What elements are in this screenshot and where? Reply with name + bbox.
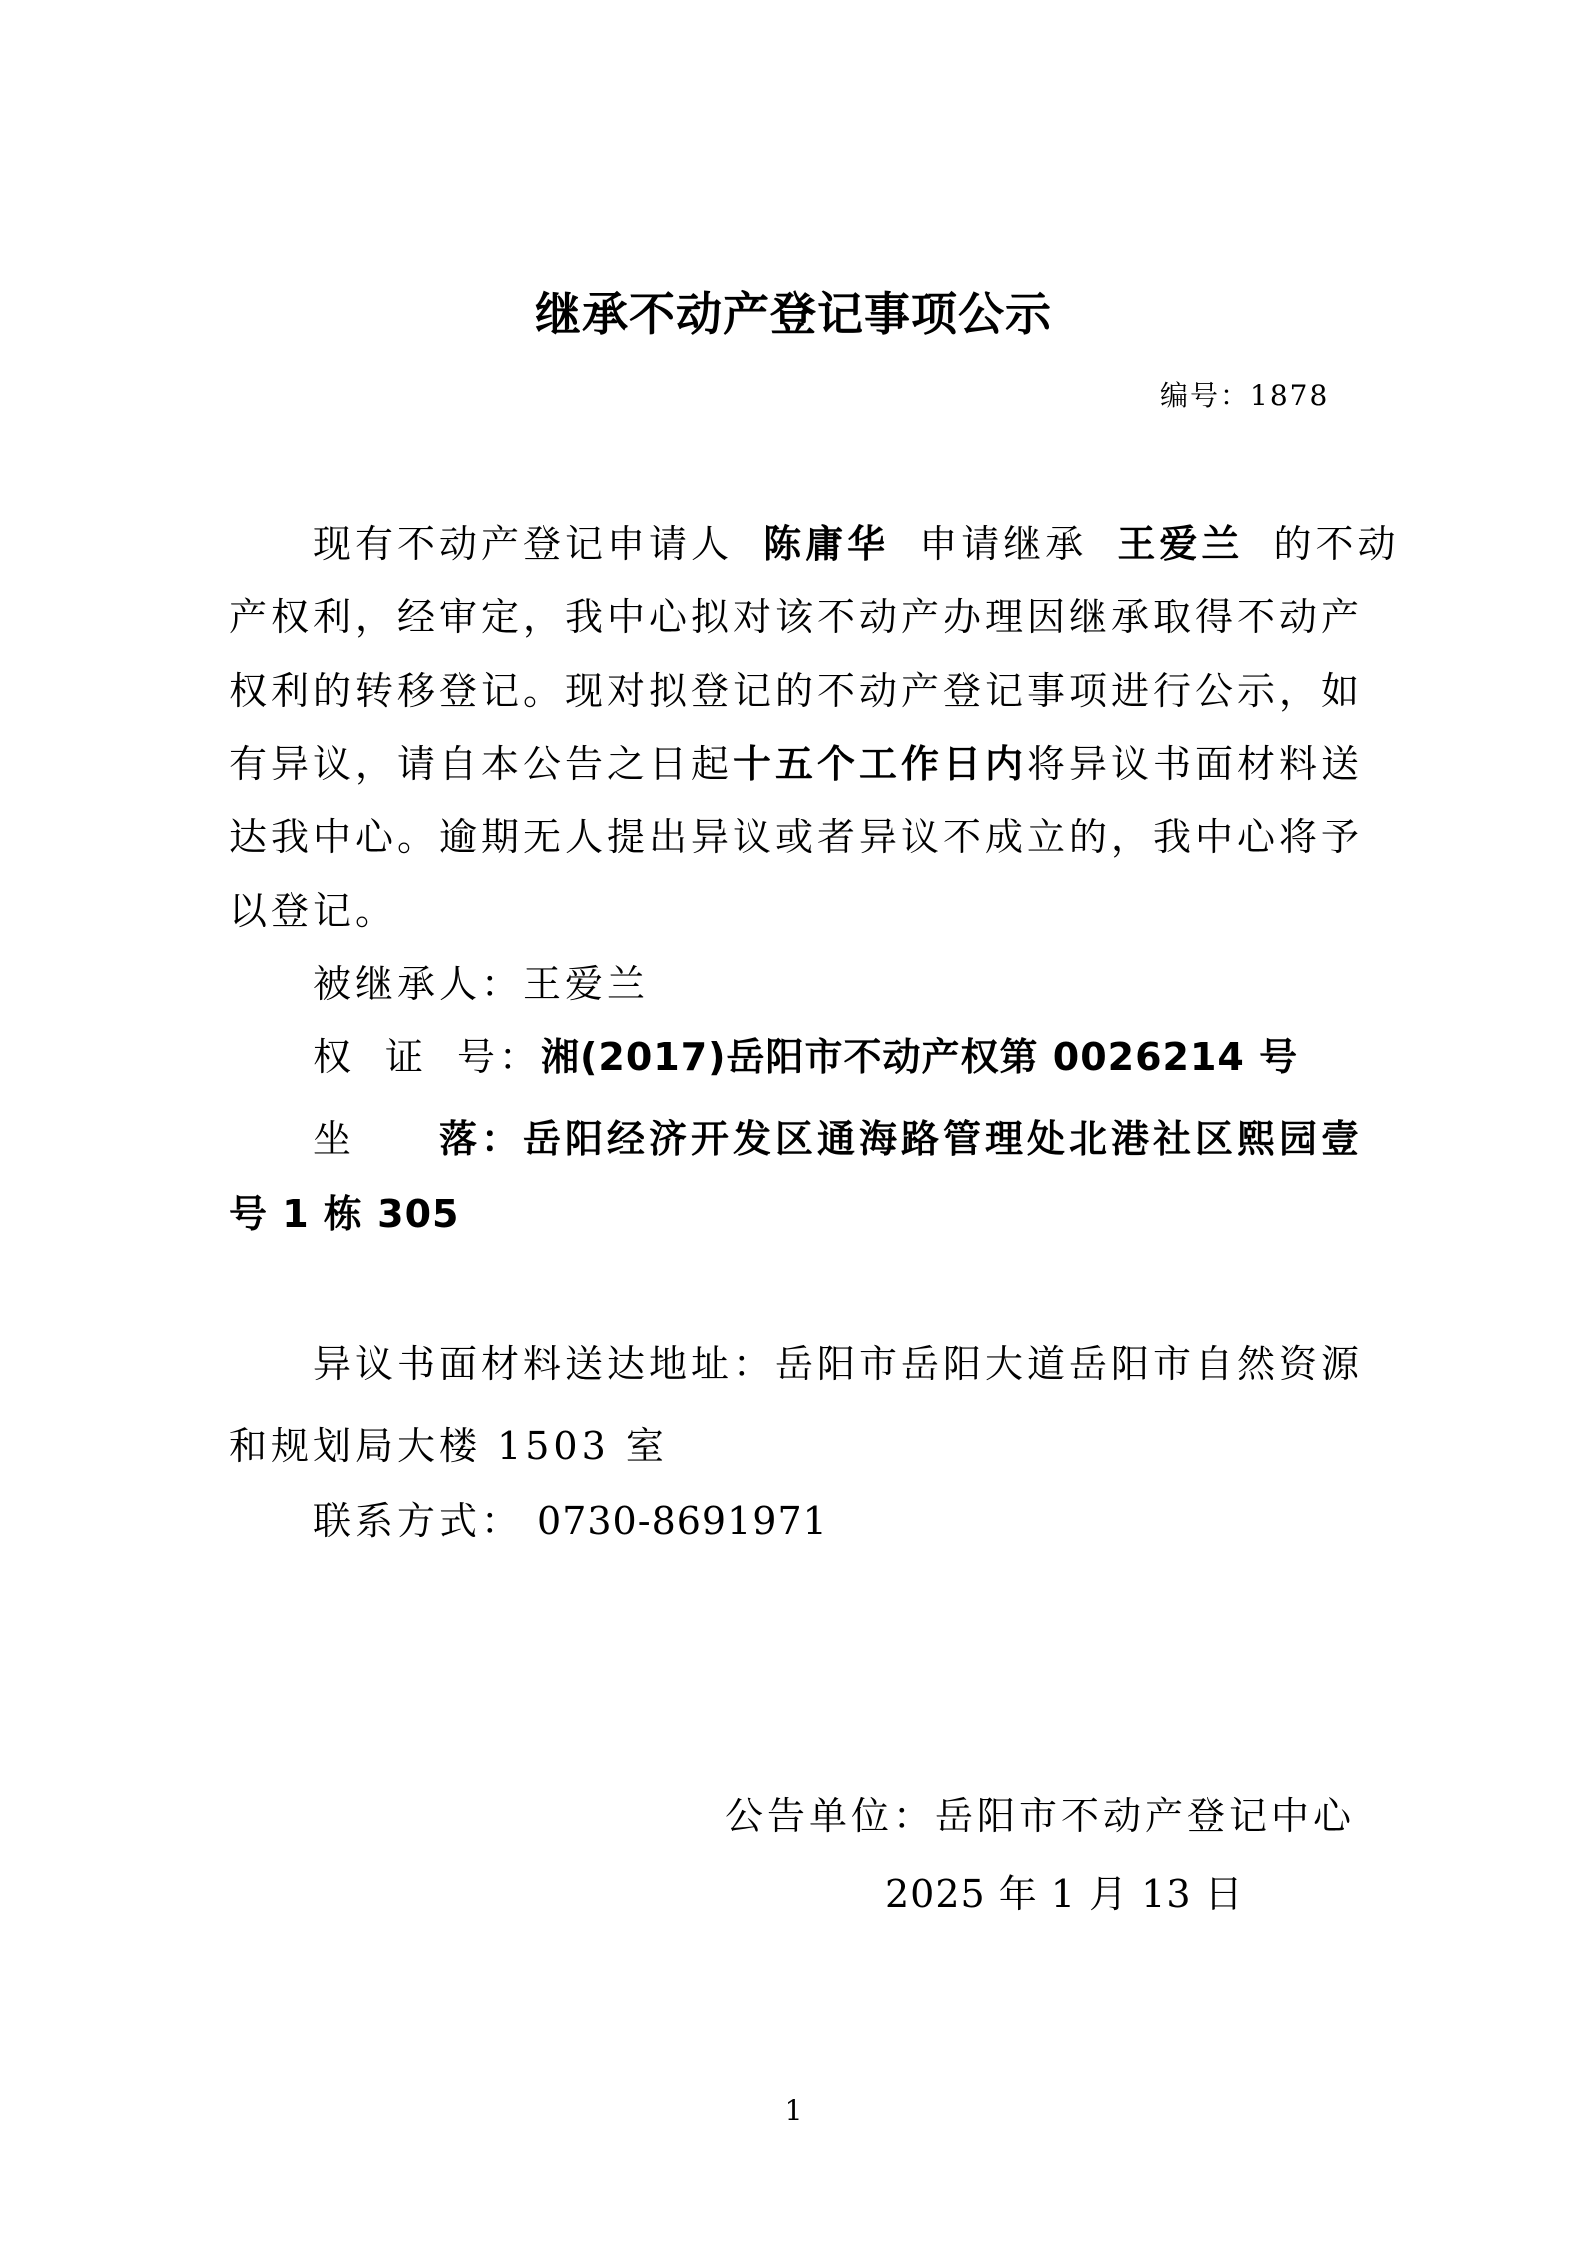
intro-tail: 的不动 <box>1273 522 1400 566</box>
paragraph-line-6: 以登记。 <box>229 889 398 933</box>
certificate-field <box>313 1026 1298 1081</box>
apply-inherit-text: 申请继承 <box>919 522 1088 566</box>
document-number: 编号：1878 <box>1160 379 1330 412</box>
intro-text: 现有不动产登记申请人 <box>313 522 734 566</box>
decedent-name: 王爱兰 <box>1117 522 1244 566</box>
contact-field <box>313 1490 828 1545</box>
objection-address-line-2: 和规划局大楼 1503 室 <box>229 1424 668 1468</box>
paragraph-line-2: 产权利，经审定，我中心拟对该不动产办理因继承取得不动产 <box>229 595 1364 639</box>
cert-label-char-1: 权 <box>313 1035 356 1079</box>
issue-date: 2025 年 1 月 13 日 <box>885 1872 1244 1916</box>
page-title: 继承不动产登记事项公示 <box>535 287 1052 341</box>
issuer: 公告单位：岳阳市不动产登记中心 <box>725 1794 1356 1838</box>
location-value-line-2: 号 1 栋 305 <box>229 1192 460 1236</box>
decedent-value: 王爱兰 <box>523 962 650 1006</box>
decedent-label: 被继承人： <box>313 962 524 1006</box>
paragraph-line-3: 权利的转移登记。现对拟登记的不动产登记事项进行公示，如 <box>229 669 1364 713</box>
cert-label-char-3: 号： <box>457 1035 542 1079</box>
objection-deadline: 十五个工作日内 <box>733 742 1028 786</box>
location-value-line-1: 岳阳经济开发区通海路管理处北港社区熙园壹 <box>523 1117 1364 1161</box>
certificate-number: 湘(2017)岳阳市不动产权第 0026214 号 <box>541 1035 1299 1079</box>
objection-address-line-1: 异议书面材料送达地址：岳阳市岳阳大道岳阳市自然资源 <box>313 1342 1364 1386</box>
paragraph-line-5: 达我中心。逾期无人提出异议或者异议不成立的，我中心将予 <box>229 815 1364 859</box>
location-field <box>313 1108 1363 1163</box>
paragraph-line-4 <box>229 733 1363 788</box>
contact-label: 联系方式： <box>313 1499 524 1543</box>
objection-intro: 有异议，请自本公告之日起 <box>229 742 734 786</box>
location-label-char-2: 落： <box>439 1117 524 1161</box>
page-number: 1 <box>784 2094 803 2127</box>
applicant-name: 陈庸华 <box>763 522 890 566</box>
objection-tail: 将异议书面材料送 <box>1027 742 1364 786</box>
cert-label-char-2: 证 <box>385 1035 428 1079</box>
contact-phone: 0730-8691971 <box>537 1499 828 1543</box>
paragraph-line-1 <box>313 513 1399 568</box>
decedent-field <box>313 953 649 1008</box>
location-label-char-1: 坐 <box>313 1117 356 1161</box>
